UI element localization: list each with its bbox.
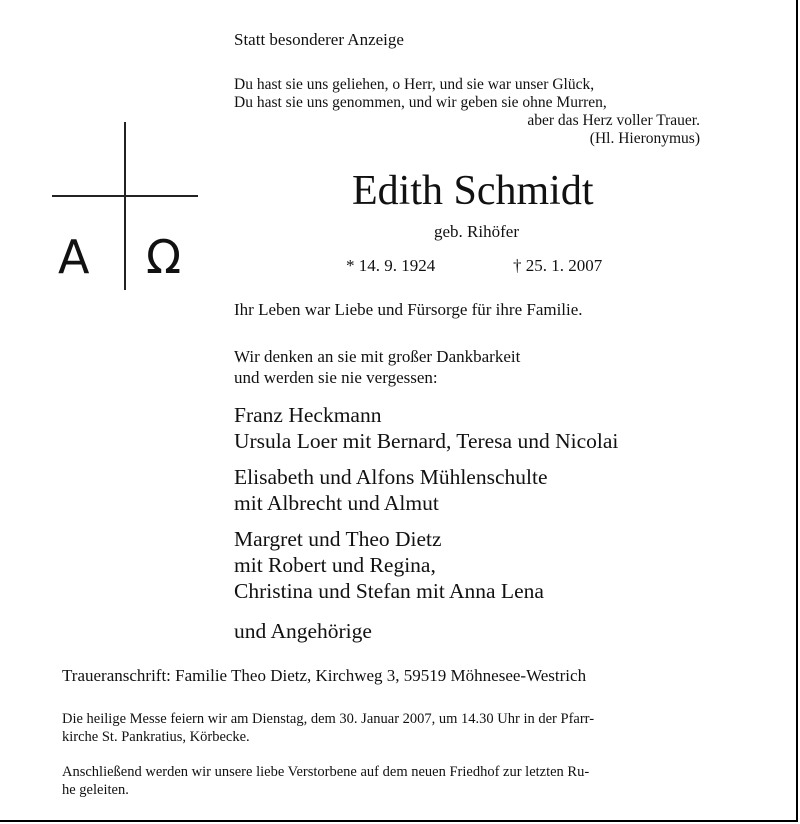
verse-line: Du hast sie uns geliehen, o Herr, und sie war unser Glück, [234,76,595,93]
deceased-name: Edith Schmidt [352,168,594,214]
mourner-line: Christina und Stefan mit Anna Lena [234,579,544,603]
verse-block [234,76,700,148]
mourner-group [234,464,548,516]
death-date: † 25. 1. 2007 [513,256,603,275]
burial-notice [62,763,722,799]
memory-line: und werden sie nie vergessen: [234,368,438,387]
mourner-group [234,618,372,644]
mourner-line: Ursula Loer mit Bernard, Teresa und Nicolai [234,429,619,453]
mass-line: kirche St. Pankratius, Körbecke. [62,729,250,745]
memory-statement [234,346,520,388]
verse-attribution: (Hl. Hieronymus) [589,130,700,147]
cross-icon-vertical [124,122,126,290]
verse-line: aber das Herz voller Trauer. [527,112,700,129]
mourner-group [234,526,544,604]
mourner-group [234,402,618,454]
life-statement: Ihr Leben war Liebe und Fürsorge für ihre Familie. [234,300,583,319]
alpha-symbol: A [58,230,90,284]
mass-line: Die heilige Messe feiern wir am Dienstag, dem 30. Januar 2007, um 14.30 Uhr in der Pfarr- [62,711,595,727]
mass-notice [62,710,722,746]
omega-symbol: Ω [146,230,182,284]
mourner-line: Elisabeth und Alfons Mühlenschulte [234,465,548,489]
maiden-name: geb. Rihöfer [434,222,519,241]
verse-line: Du hast sie uns genommen, und wir geben sie ohne Murren, [234,94,607,111]
mourner-line: Franz Heckmann [234,403,382,427]
birth-date: * 14. 9. 1924 [346,256,436,275]
mourner-line: und Angehörige [234,619,372,643]
mourner-line: mit Robert und Regina, [234,553,436,577]
memory-line: Wir denken an sie mit großer Dankbarkeit [234,347,521,366]
cross-icon-horizontal [52,195,198,197]
burial-line: he geleiten. [62,782,129,798]
mourner-line: Margret und Theo Dietz [234,527,442,551]
burial-line: Anschließend werden wir unsere liebe Verstorbene auf dem neuen Friedhof zur letzten Ru- [62,764,590,780]
mourning-address: Traueranschrift: Familie Theo Dietz, Kirchweg 3, 59519 Möhnesee-Westrich [62,666,587,685]
notice-intro: Statt besonderer Anzeige [234,30,404,49]
mourner-line: mit Albrecht und Almut [234,491,439,515]
